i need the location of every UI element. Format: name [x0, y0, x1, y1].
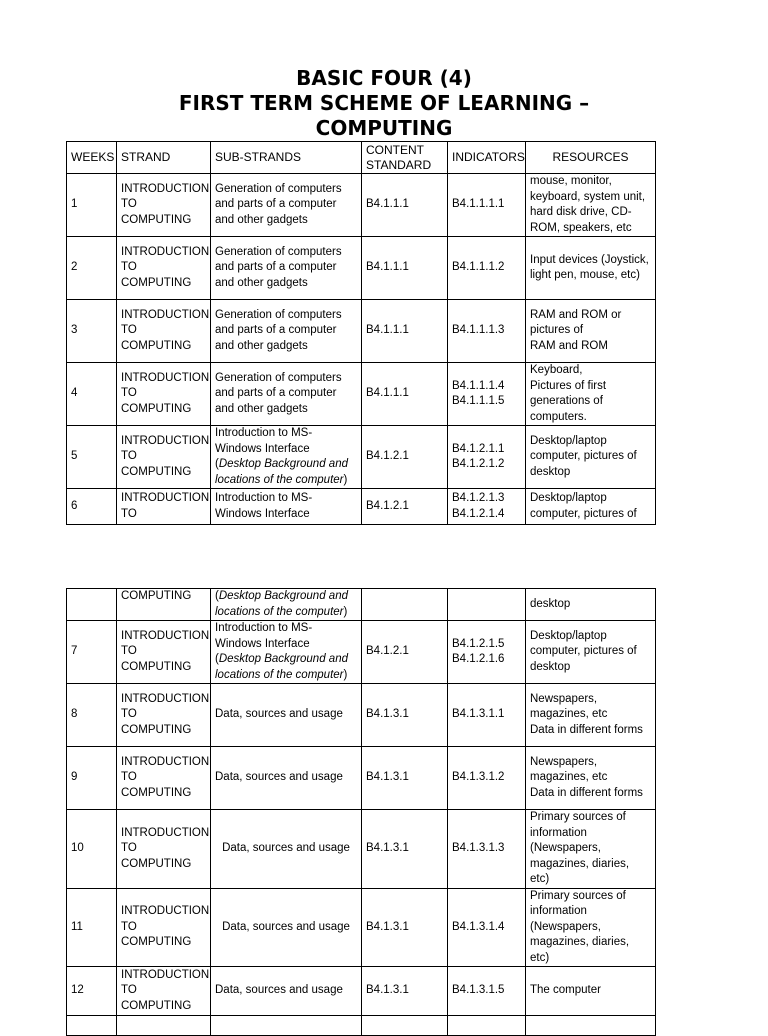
- strand-l1: INTRODUCTION: [121, 905, 210, 917]
- content-standard-cell: B4.1.1.1: [362, 300, 448, 363]
- resource-line: information: [530, 905, 587, 917]
- resource-line: The computer: [530, 984, 601, 997]
- sub-strand-l4: [215, 668, 357, 684]
- indicator: B4.1.2.1.6: [452, 653, 505, 665]
- content-standard-cell: B4.1.3.1: [362, 888, 448, 967]
- resource-line: magazines, diaries,: [530, 936, 630, 948]
- sub-strand-l2: and parts of a computer: [215, 261, 337, 274]
- indicator: B4.1.3.1.3: [452, 842, 505, 854]
- header-content-standard: [362, 142, 448, 174]
- indicators-cell: [448, 300, 526, 363]
- sub-strand-l3: and other gadgets: [215, 402, 308, 415]
- table-row: [67, 489, 656, 525]
- sub-strand-cell: [211, 426, 362, 489]
- content-standard-cell: B4.1.2.1: [362, 489, 448, 525]
- scheme-table-part-2: [66, 588, 656, 1036]
- week-cell: 10: [67, 810, 117, 889]
- table-row-continued: [67, 589, 656, 621]
- resources-cell: [526, 363, 656, 426]
- strand-l1: INTRODUCTION: [121, 826, 210, 839]
- resources-cell: [526, 1016, 656, 1036]
- content-standard-cell: B4.1.1.1: [362, 174, 448, 237]
- resource-line: computer, pictures of: [530, 450, 637, 463]
- indicator: B4.1.1.1.4: [452, 379, 505, 392]
- sub-strand-l2: Windows Interface: [215, 442, 310, 455]
- resource-line: RAM and ROM or: [530, 308, 622, 321]
- content-standard-cell: B4.1.1.1: [362, 363, 448, 426]
- strand-l2: TO: [121, 984, 137, 997]
- indicators-cell: [448, 1016, 526, 1036]
- strand-cell: [117, 747, 211, 810]
- content-standard-cell: B4.1.3.1: [362, 747, 448, 810]
- resource-line: Primary sources of: [530, 889, 626, 902]
- indicators-cell: [448, 489, 526, 525]
- sub-strand-cell: [211, 237, 362, 300]
- indicator: B4.1.3.1.1: [452, 708, 505, 721]
- indicators-cell: [448, 174, 526, 237]
- table-row: [67, 237, 656, 300]
- sub-strand-l4: [215, 473, 357, 489]
- resources-cell: [526, 426, 656, 489]
- indicators-cell: [448, 747, 526, 810]
- strand-l3: COMPUTING: [121, 936, 192, 948]
- strand-l1: INTRODUCTION: [121, 492, 210, 504]
- strand-l3: COMPUTING: [121, 402, 192, 415]
- week-cell: [67, 1016, 117, 1036]
- strand-l1: INTRODUCTION: [121, 434, 210, 447]
- strand-l1: INTRODUCTION: [121, 308, 210, 321]
- resources-cell: [526, 888, 656, 967]
- header-strand: STRAND: [117, 142, 211, 174]
- resources-cell: [526, 621, 656, 684]
- strand-l2: TO: [121, 645, 137, 658]
- header-content-standard-l2: STANDARD: [366, 157, 432, 172]
- sub-strand-l3: and other gadgets: [215, 339, 308, 352]
- content-standard-cell: B4.1.3.1: [362, 810, 448, 889]
- indicator: B4.1.2.1.1: [452, 442, 505, 455]
- sub-strand-cell: [211, 300, 362, 363]
- strand-cell: [117, 888, 211, 967]
- table-row: [67, 363, 656, 426]
- resource-line: pictures of: [530, 324, 584, 337]
- resource-line: RAM and ROM: [530, 339, 608, 352]
- indicator: B4.1.2.1.5: [452, 637, 505, 650]
- sub-strand-l2: and parts of a computer: [215, 387, 337, 400]
- resources-cell: [526, 300, 656, 363]
- sub-strand-l3: [215, 652, 357, 668]
- strand-l1: INTRODUCTION: [121, 968, 210, 981]
- resource-line: magazines, etc: [530, 708, 608, 721]
- sub-strand-l2: and parts of a computer: [215, 324, 337, 337]
- strand-l3: COMPUTING: [121, 339, 192, 352]
- strand-l1: INTRODUCTION: [121, 755, 210, 768]
- resource-line: computers.: [530, 410, 587, 423]
- table-row: [67, 426, 656, 489]
- strand-l1: INTRODUCTION: [121, 182, 210, 195]
- paren-close: ): [343, 668, 348, 681]
- sub-strand-l3: and other gadgets: [215, 213, 308, 226]
- resource-line: mouse, monitor,: [530, 175, 612, 187]
- strand-cell: [117, 684, 211, 747]
- strand-l2: TO: [121, 324, 137, 337]
- strand-cell: [117, 300, 211, 363]
- indicators-cell: [448, 589, 526, 621]
- content-standard-cell: B4.1.3.1: [362, 967, 448, 1016]
- indicator: B4.1.3.1.2: [452, 771, 505, 784]
- table-row-cut-off: [67, 1016, 656, 1036]
- indicator: B4.1.1.1.1: [452, 198, 505, 211]
- sub-strand-cell: [211, 363, 362, 426]
- strand-l3: COMPUTING: [121, 786, 192, 799]
- strand-l3: COMPUTING: [121, 999, 192, 1012]
- paren-close: ): [343, 473, 348, 486]
- resource-line: desktop: [530, 660, 571, 673]
- sub-strand-l1: Generation of computers: [215, 245, 342, 258]
- resource-line: light pen, mouse, etc): [530, 269, 640, 281]
- title-line-3: COMPUTING: [315, 116, 453, 140]
- resource-line: Desktop/laptop: [530, 492, 607, 504]
- content-standard-cell: B4.1.2.1: [362, 426, 448, 489]
- week-cell: 1: [67, 174, 117, 237]
- strand-l1: INTRODUCTION: [121, 629, 210, 642]
- resource-line: magazines, diaries,: [530, 857, 630, 870]
- sub-strand-l1: Generation of computers: [215, 371, 342, 384]
- indicators-cell: [448, 684, 526, 747]
- resource-line: hard disk drive, CD-: [530, 206, 632, 218]
- strand-l2: TO: [121, 708, 137, 721]
- week-cell: 4: [67, 363, 117, 426]
- indicator: B4.1.1.1.5: [452, 395, 505, 407]
- sub-strand-cell: Data, sources and usage: [211, 810, 362, 889]
- strand-l2: TO: [121, 450, 137, 463]
- strand-l3: COMPUTING: [121, 660, 192, 673]
- sub-strand-cell: Data, sources and usage: [211, 888, 362, 967]
- resource-line: Data in different forms: [530, 723, 643, 736]
- week-cell: 8: [67, 684, 117, 747]
- resource-line: Primary sources of: [530, 811, 626, 823]
- table-row: [67, 967, 656, 1016]
- strand-l3: COMPUTING: [121, 857, 192, 870]
- sub-strand-l2: Windows Interface: [215, 507, 310, 520]
- sub-strand-l2: and parts of a computer: [215, 198, 337, 211]
- sub-strand-cell: Data, sources and usage: [211, 747, 362, 810]
- sub-strand-l1: Introduction to MS-: [215, 427, 313, 439]
- resource-line: Desktop/laptop: [530, 629, 607, 642]
- strand-l1: INTRODUCTION: [121, 692, 210, 705]
- sub-strand-cell: [211, 489, 362, 525]
- indicators-cell: [448, 363, 526, 426]
- strand-l3: COMPUTING: [121, 465, 192, 478]
- resource-line: computer, pictures of: [530, 507, 637, 520]
- content-standard-cell: B4.1.3.1: [362, 684, 448, 747]
- strand-l3: COMPUTING: [121, 723, 192, 736]
- strand-cell: [117, 967, 211, 1016]
- sub-strand-l3: and other gadgets: [215, 276, 308, 289]
- week-cell: 9: [67, 747, 117, 810]
- title-line-2: FIRST TERM SCHEME OF LEARNING –: [178, 91, 590, 115]
- paren-open: (: [215, 458, 219, 470]
- content-standard-cell: [362, 589, 448, 621]
- indicator: B4.1.1.1.3: [452, 324, 505, 337]
- resource-line: desktop: [530, 597, 571, 610]
- resources-cell: [526, 810, 656, 889]
- strand-l2: TO: [121, 771, 137, 784]
- indicators-cell: [448, 426, 526, 489]
- strand-l3: COMPUTING: [121, 276, 192, 289]
- sub-strand-italic-l2: locations of the computer: [215, 605, 344, 618]
- sub-strand-cell: Data, sources and usage: [211, 684, 362, 747]
- sub-strand-cell: Data, sources and usage: [211, 967, 362, 1016]
- indicators-cell: [448, 967, 526, 1016]
- sub-strand-cell: [211, 589, 362, 621]
- strand-cell: [117, 363, 211, 426]
- resources-cell: [526, 684, 656, 747]
- resource-line: generations of: [530, 395, 603, 407]
- table-row: [67, 684, 656, 747]
- strand-cell: [117, 426, 211, 489]
- resource-line: (Newspapers,: [530, 920, 601, 933]
- table-header-row: [67, 142, 656, 174]
- indicators-cell: [448, 237, 526, 300]
- resources-cell: [526, 967, 656, 1016]
- resource-line: ROM, speakers, etc: [530, 221, 632, 234]
- strand-cell: [117, 589, 211, 621]
- content-standard-cell: B4.1.2.1: [362, 621, 448, 684]
- sub-strand-cell: [211, 1016, 362, 1036]
- resource-line: desktop: [530, 465, 571, 478]
- indicators-cell: [448, 810, 526, 889]
- strand-l3: COMPUTING: [121, 213, 192, 226]
- week-cell: 3: [67, 300, 117, 363]
- strand-l2: TO: [121, 261, 137, 274]
- resource-line: keyboard, system unit,: [530, 190, 646, 203]
- table-row: [67, 174, 656, 237]
- header-content-standard-l1: CONTENT: [366, 142, 424, 157]
- strand-l2: TO: [121, 842, 137, 854]
- sub-strand-l4: [215, 605, 357, 621]
- indicators-cell: [448, 888, 526, 967]
- resources-cell: [526, 174, 656, 237]
- indicator: B4.1.2.1.3: [452, 492, 505, 504]
- resources-cell: [526, 489, 656, 525]
- table-row: [67, 810, 656, 889]
- sub-strand-italic-l2: locations of the computer: [215, 473, 344, 486]
- sub-strand-italic-l1: Desktop Background and: [218, 458, 348, 470]
- strand-l2: TO: [121, 387, 137, 400]
- week-cell: 6: [67, 489, 117, 525]
- header-indicators: INDICATORS: [448, 142, 526, 174]
- resource-line: etc): [530, 873, 550, 885]
- strand-l2: TO: [121, 507, 137, 520]
- indicator: B4.1.3.1.5: [452, 984, 505, 997]
- resources-cell: [526, 589, 656, 621]
- strand-cell: [117, 810, 211, 889]
- strand-cell: [117, 237, 211, 300]
- resource-line: (Newspapers,: [530, 842, 601, 854]
- indicators-cell: [448, 621, 526, 684]
- sub-strand-l2: Windows Interface: [215, 637, 310, 650]
- week-cell: 5: [67, 426, 117, 489]
- resource-line: Newspapers,: [530, 692, 598, 705]
- strand-l1: INTRODUCTION: [121, 371, 210, 384]
- sub-strand-l1: Generation of computers: [215, 308, 342, 321]
- paren-open: (: [215, 653, 219, 665]
- content-standard-cell: [362, 1016, 448, 1036]
- resources-cell: [526, 747, 656, 810]
- sub-strand-l1: Introduction to MS-: [215, 622, 313, 634]
- resource-line: etc): [530, 951, 550, 964]
- indicator: B4.1.3.1.4: [452, 920, 505, 933]
- resource-line: Input devices (Joystick,: [530, 253, 649, 266]
- indicator: B4.1.1.1.2: [452, 261, 505, 274]
- sub-strand-cell: [211, 174, 362, 237]
- content-standard-cell: B4.1.1.1: [362, 237, 448, 300]
- scheme-table-part-1: [66, 141, 656, 525]
- table-row: [67, 747, 656, 810]
- strand-l2: TO: [121, 920, 137, 933]
- resources-cell: [526, 237, 656, 300]
- week-cell: 11: [67, 888, 117, 967]
- paren-open: (: [215, 590, 219, 602]
- strand-l2: TO: [121, 198, 137, 211]
- resource-line: magazines, etc: [530, 771, 608, 784]
- strand-l1: INTRODUCTION: [121, 245, 210, 258]
- sub-strand-italic-l1: Desktop Background and: [218, 653, 348, 665]
- resource-line: Pictures of first: [530, 379, 607, 392]
- resource-line: Keyboard,: [530, 364, 583, 376]
- indicator: B4.1.2.1.2: [452, 458, 505, 470]
- strand-cell: [117, 174, 211, 237]
- sub-strand-l3: [215, 457, 357, 473]
- header-resources: RESOURCES: [526, 142, 656, 174]
- strand-cell: [117, 621, 211, 684]
- resource-line: information: [530, 826, 587, 839]
- paren-close: ): [343, 605, 348, 618]
- header-sub-strands: SUB-STRANDS: [211, 142, 362, 174]
- strand-l3: COMPUTING: [121, 590, 192, 602]
- sub-strand-l1: Generation of computers: [215, 182, 342, 195]
- sub-strand-italic-l1: Desktop Background and: [218, 590, 348, 602]
- resource-line: Newspapers,: [530, 755, 598, 768]
- indicator: B4.1.2.1.4: [452, 507, 505, 520]
- table-row: [67, 621, 656, 684]
- strand-cell: [117, 489, 211, 525]
- resource-line: Desktop/laptop: [530, 434, 607, 447]
- sub-strand-cell: [211, 621, 362, 684]
- sub-strand-l3: [215, 589, 357, 605]
- strand-cell: [117, 1016, 211, 1036]
- table-row: [67, 300, 656, 363]
- header-weeks: WEEKS: [67, 142, 117, 174]
- sub-strand-l1: Introduction to MS-: [215, 492, 313, 504]
- title-line-1: BASIC FOUR (4): [296, 66, 472, 90]
- sub-strand-italic-l2: locations of the computer: [215, 668, 344, 681]
- week-cell: [67, 589, 117, 621]
- table-row: [67, 888, 656, 967]
- week-cell: 2: [67, 237, 117, 300]
- resource-line: computer, pictures of: [530, 645, 637, 658]
- week-cell: 12: [67, 967, 117, 1016]
- week-cell: 7: [67, 621, 117, 684]
- resource-line: Data in different forms: [530, 786, 643, 799]
